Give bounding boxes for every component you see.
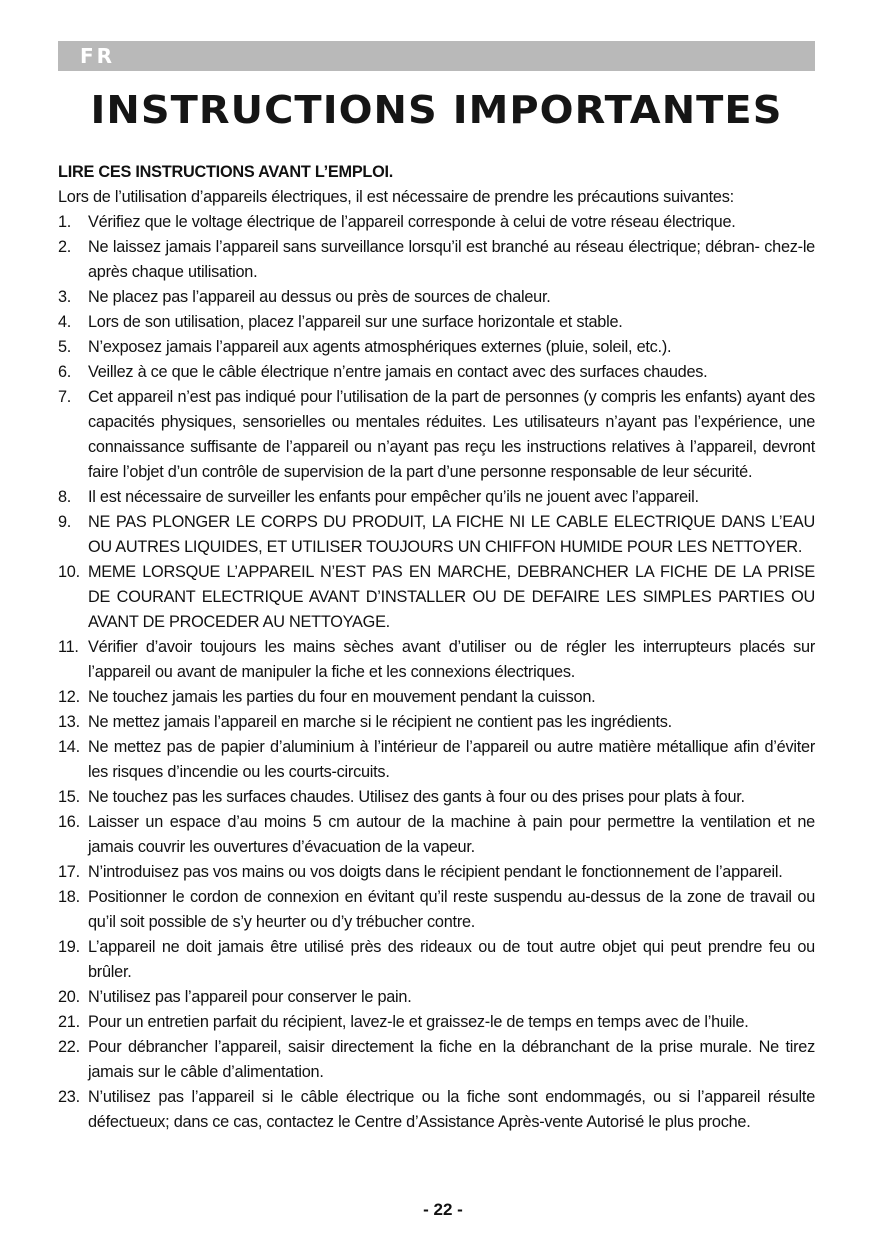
list-item [58,935,815,985]
list-item-number: 8. [58,488,72,506]
list-item-text: Pour un entretien parfait du récipient, lavez-le et graissez-le de temps en temps avec de l’huile. [88,1013,749,1031]
page-title: INSTRUCTIONS IMPORTANTES [90,88,783,132]
list-item [58,510,815,560]
list-item-number: 5. [58,338,72,356]
list-item-text: MEME LORSQUE L’APPAREIL N’EST PAS EN MARCHE, DEBRANCHER LA FICHE DE LA PRISE DE COURANT ELECTRIQUE AVANT D’INSTALLER OU DE DEFAIRE LES SIMPLES PARTIES OU AVANT DE PROCEDER AU NETTOYAGE. [88,563,815,631]
list-item-number: 4. [58,313,72,331]
list-item [58,310,815,335]
list-item-text: Positionner le cordon de connexion en évitant qu’il reste suspendu au-dessus de la zone de travail ou qu’il soit possible de s’y heurter ou d’y trébucher contre. [88,888,815,931]
list-item-number: 20. [58,988,80,1006]
list-item-number: 11. [58,638,79,656]
list-item-text: Ne mettez pas de papier d’aluminium à l’intérieur de l’appareil ou autre matière métallique afin d’éviter les risques d’incendie ou les courts-circuits. [88,738,815,781]
list-item [58,685,815,710]
section-subtitle: LIRE CES INSTRUCTIONS AVANT L’EMPLOI. [58,163,394,181]
list-item-text: Veillez à ce que le câble électrique n’entre jamais en contact avec des surfaces chaudes. [88,363,708,381]
list-item-number: 10. [58,563,80,581]
list-item-number: 7. [58,388,72,406]
list-item-number: 15. [58,788,80,806]
list-item-number: 18. [58,888,80,906]
list-item-number: 17. [58,863,80,881]
list-item-number: 14. [58,738,80,756]
list-item-text: Ne laissez jamais l’appareil sans surveillance lorsqu’il est branché au réseau électrique; débran- chez-le après chaque utilisation. [88,238,815,281]
list-item-text: Ne touchez jamais les parties du four en mouvement pendant la cuisson. [88,688,596,706]
list-item-text: N’exposez jamais l’appareil aux agents atmosphériques externes (pluie, soleil, etc.). [88,338,672,356]
list-item-number: 23. [58,1088,80,1106]
instructions-list [58,210,815,1135]
list-item-number: 22. [58,1038,80,1056]
list-item [58,360,815,385]
language-code: FR [80,44,116,68]
list-item [58,860,815,885]
list-item-text: L’appareil ne doit jamais être utilisé près des rideaux ou de tout autre objet qui peut prendre feu ou brûler. [88,938,815,981]
list-item [58,710,815,735]
list-item [58,735,815,785]
list-item [58,235,815,285]
list-item [58,1085,815,1135]
list-item-text: Ne touchez pas les surfaces chaudes. Utilisez des gants à four ou des prises pour plats à four. [88,788,745,806]
list-item [58,635,815,685]
list-item-text: Lors de son utilisation, placez l’appareil sur une surface horizontale et stable. [88,313,623,331]
list-item [58,810,815,860]
language-bar [58,41,815,71]
list-item-number: 13. [58,713,80,731]
list-item-number: 2. [58,238,72,256]
list-item-number: 3. [58,288,72,306]
list-item [58,985,815,1010]
list-item-number: 16. [58,813,80,831]
list-item-number: 6. [58,363,72,381]
list-item [58,285,815,310]
list-item-text: N’utilisez pas l’appareil si le câble électrique ou la fiche sont endommagés, ou si l’appareil résulte défectueux; dans ce cas, contactez le Centre d’Assistance Après-vente Autorisé le plus proche. [88,1088,815,1131]
list-item-number: 12. [58,688,80,706]
list-item-text: NE PAS PLONGER LE CORPS DU PRODUIT, LA FICHE NI LE CABLE ELECTRIQUE DANS L’EAU OU AUTRES LIQUIDES, ET UTILISER TOUJOURS UN CHIFFON HUMIDE POUR LES NETTOYER. [88,513,815,556]
list-item-text: N’utilisez pas l’appareil pour conserver le pain. [88,988,412,1006]
list-item-number: 21. [58,1013,80,1031]
page-number: - 22 - [423,1200,463,1219]
list-item-text: Il est nécessaire de surveiller les enfants pour empêcher qu’ils ne jouent avec l’appareil. [88,488,699,506]
list-item-text: Ne mettez jamais l’appareil en marche si le récipient ne contient pas les ingrédients. [88,713,672,731]
list-item-text: Laisser un espace d’au moins 5 cm autour de la machine à pain pour permettre la ventilation et ne jamais couvrir les ouvertures d’évacuation de la vapeur. [88,813,815,856]
list-item-number: 19. [58,938,80,956]
list-item-number: 9. [58,513,72,531]
list-item [58,385,815,485]
list-item [58,560,815,635]
list-item [58,210,815,235]
list-item [58,1035,815,1085]
list-item-number: 1. [58,213,72,231]
list-item-text: Vérifiez que le voltage électrique de l’appareil corresponde à celui de votre réseau électrique. [88,213,736,231]
list-item-text: Ne placez pas l’appareil au dessus ou près de sources de chaleur. [88,288,551,306]
list-item [58,335,815,360]
list-item-text: N’introduisez pas vos mains ou vos doigts dans le récipient pendant le fonctionnement de l’appareil. [88,863,783,881]
instructions-content [58,160,815,1135]
list-item-text: Cet appareil n’est pas indiqué pour l’utilisation de la part de personnes (y compris les enfants) ayant des capacités physiques, sensorielles ou mentales réduites. Les utilisateurs n’ayant pas l’expérience, une connaissance suffisante de l’appareil ou n’ayant pas reçu les instructions relatives à l’appareil, devront faire l’objet d’un contrôle de supervision de la part d’une personne responsable de leur sécurité. [88,388,815,481]
list-item-text: Vérifier d’avoir toujours les mains sèches avant d’utiliser ou de régler les interrupteurs placés sur l’appareil ou avant de manipuler la fiche et les connexions électriques. [88,638,815,681]
list-item-text: Pour débrancher l’appareil, saisir directement la fiche en la débranchant de la prise murale. Ne tirez jamais sur le câble d’alimentation. [88,1038,815,1081]
intro-paragraph: Lors de l’utilisation d’appareils électriques, il est nécessaire de prendre les précautions suivantes: [58,188,734,206]
list-item [58,885,815,935]
list-item [58,785,815,810]
list-item [58,485,815,510]
list-item [58,1010,815,1035]
